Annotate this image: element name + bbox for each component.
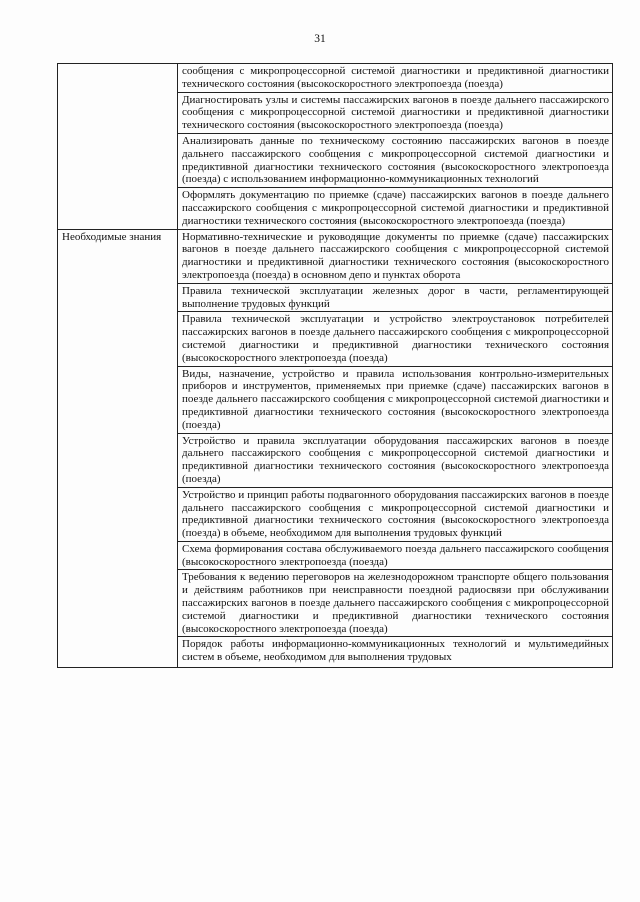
table-cell <box>178 637 613 668</box>
table-cell: Устройство и принцип работы подвагонного оборудования пассажирских вагонов в поезде дальнего пассажирского сообщения с микропроцессорной системой диагностики и предиктивной диагностики технического состояния (высокоскоростного электропоезда (поезда) в объеме, необходимом для выполнения трудовых функций <box>178 487 613 541</box>
table-cell: Схема формирования состава обслуживаемого поезда дальнего пассажирского сообщения (высокоскоростного электропоезда (поезда) <box>178 541 613 570</box>
table-cell: Устройство и правила эксплуатации оборудования пассажирских вагонов в поезде дальнего пассажирского сообщения с микропроцессорной системой диагностики и предиктивной диагностики технического состояния (высокоскоростного электропоезда (поезда) <box>178 433 613 487</box>
table-cell: Анализировать данные по техническому состоянию пассажирских вагонов в поезде дальнего пассажирского сообщения с микропроцессорной системой диагностики и предиктивной диагностики технического состояния (высокоскоростного электропоезда (поезда) с использованием информационно-коммуникационных технологий <box>178 133 613 187</box>
table-cell: Правила технической эксплуатации и устройство электроустановок потребителей пассажирских вагонов в поезде дальнего пассажирского сообщения с микропроцессорной системой диагностики и предиктивной диагностики технического состояния (высокоскоростного электропоезда (поезда) <box>178 312 613 366</box>
table-cell: Нормативно-технические и руководящие документы по приемке (сдаче) пассажирских вагонов в поезде дальнего пассажирского сообщения с микропроцессорной системой диагностики и предиктивной диагностики технического состояния (высокоскоростного электропоезда (поезда) в основном депо и пунктах оборота <box>178 229 613 283</box>
table-cell: Оформлять документацию по приемке (сдаче) пассажирских вагонов в поезде дальнего пассажирского сообщения с микропроцессорной системой диагностики и предиктивной диагностики технического состояния (высокоскоростного электропоезда (поезда) <box>178 188 613 229</box>
truncated-cell-text: Порядок работы информационно-коммуникационных технологий и мультимедийных систем в объеме, необходимом для выполнения трудовых <box>182 638 609 664</box>
table-cell: Диагностировать узлы и системы пассажирских вагонов в поезде дальнего пассажирского сообщения с микропроцессорной системой диагностики и предиктивной диагностики технического состояния (высокоскоростного электропоезда (поезда) <box>178 92 613 133</box>
table-cell: Требования к ведению переговоров на железнодорожном транспорте общего пользования и действиям работников при неисправности поездной радиосвязи при обслуживании пассажирских вагонов в поезде дальнего пассажирского сообщения с микропроцессорной системой диагностики и предиктивной диагностики технического состояния (высокоскоростного электропоезда (поезда) <box>178 570 613 637</box>
page-number: 31 <box>314 33 326 45</box>
table-cell: сообщения с микропроцессорной системой диагностики и предиктивной диагностики технического состояния (высокоскоростного электропоезда (поезда) <box>178 64 613 93</box>
row-label: Необходимые знания <box>58 229 178 668</box>
table-cell: Виды, назначение, устройство и правила использования контрольно-измерительных приборов и инструментов, применяемых при приемке (сдаче) пассажирских вагонов в поезде дальнего пассажирского сообщения с микропроцессорной системой диагностики и предиктивной диагностики технического состояния (высокоскоростного электропоезда (поезда) <box>178 366 613 433</box>
requirements-table <box>57 63 613 668</box>
table-cell: Правила технической эксплуатации железных дорог в части, регламентирующей выполнение трудовых функций <box>178 283 613 312</box>
table-row <box>58 64 613 93</box>
row-label <box>58 64 178 230</box>
table-row <box>58 229 613 283</box>
